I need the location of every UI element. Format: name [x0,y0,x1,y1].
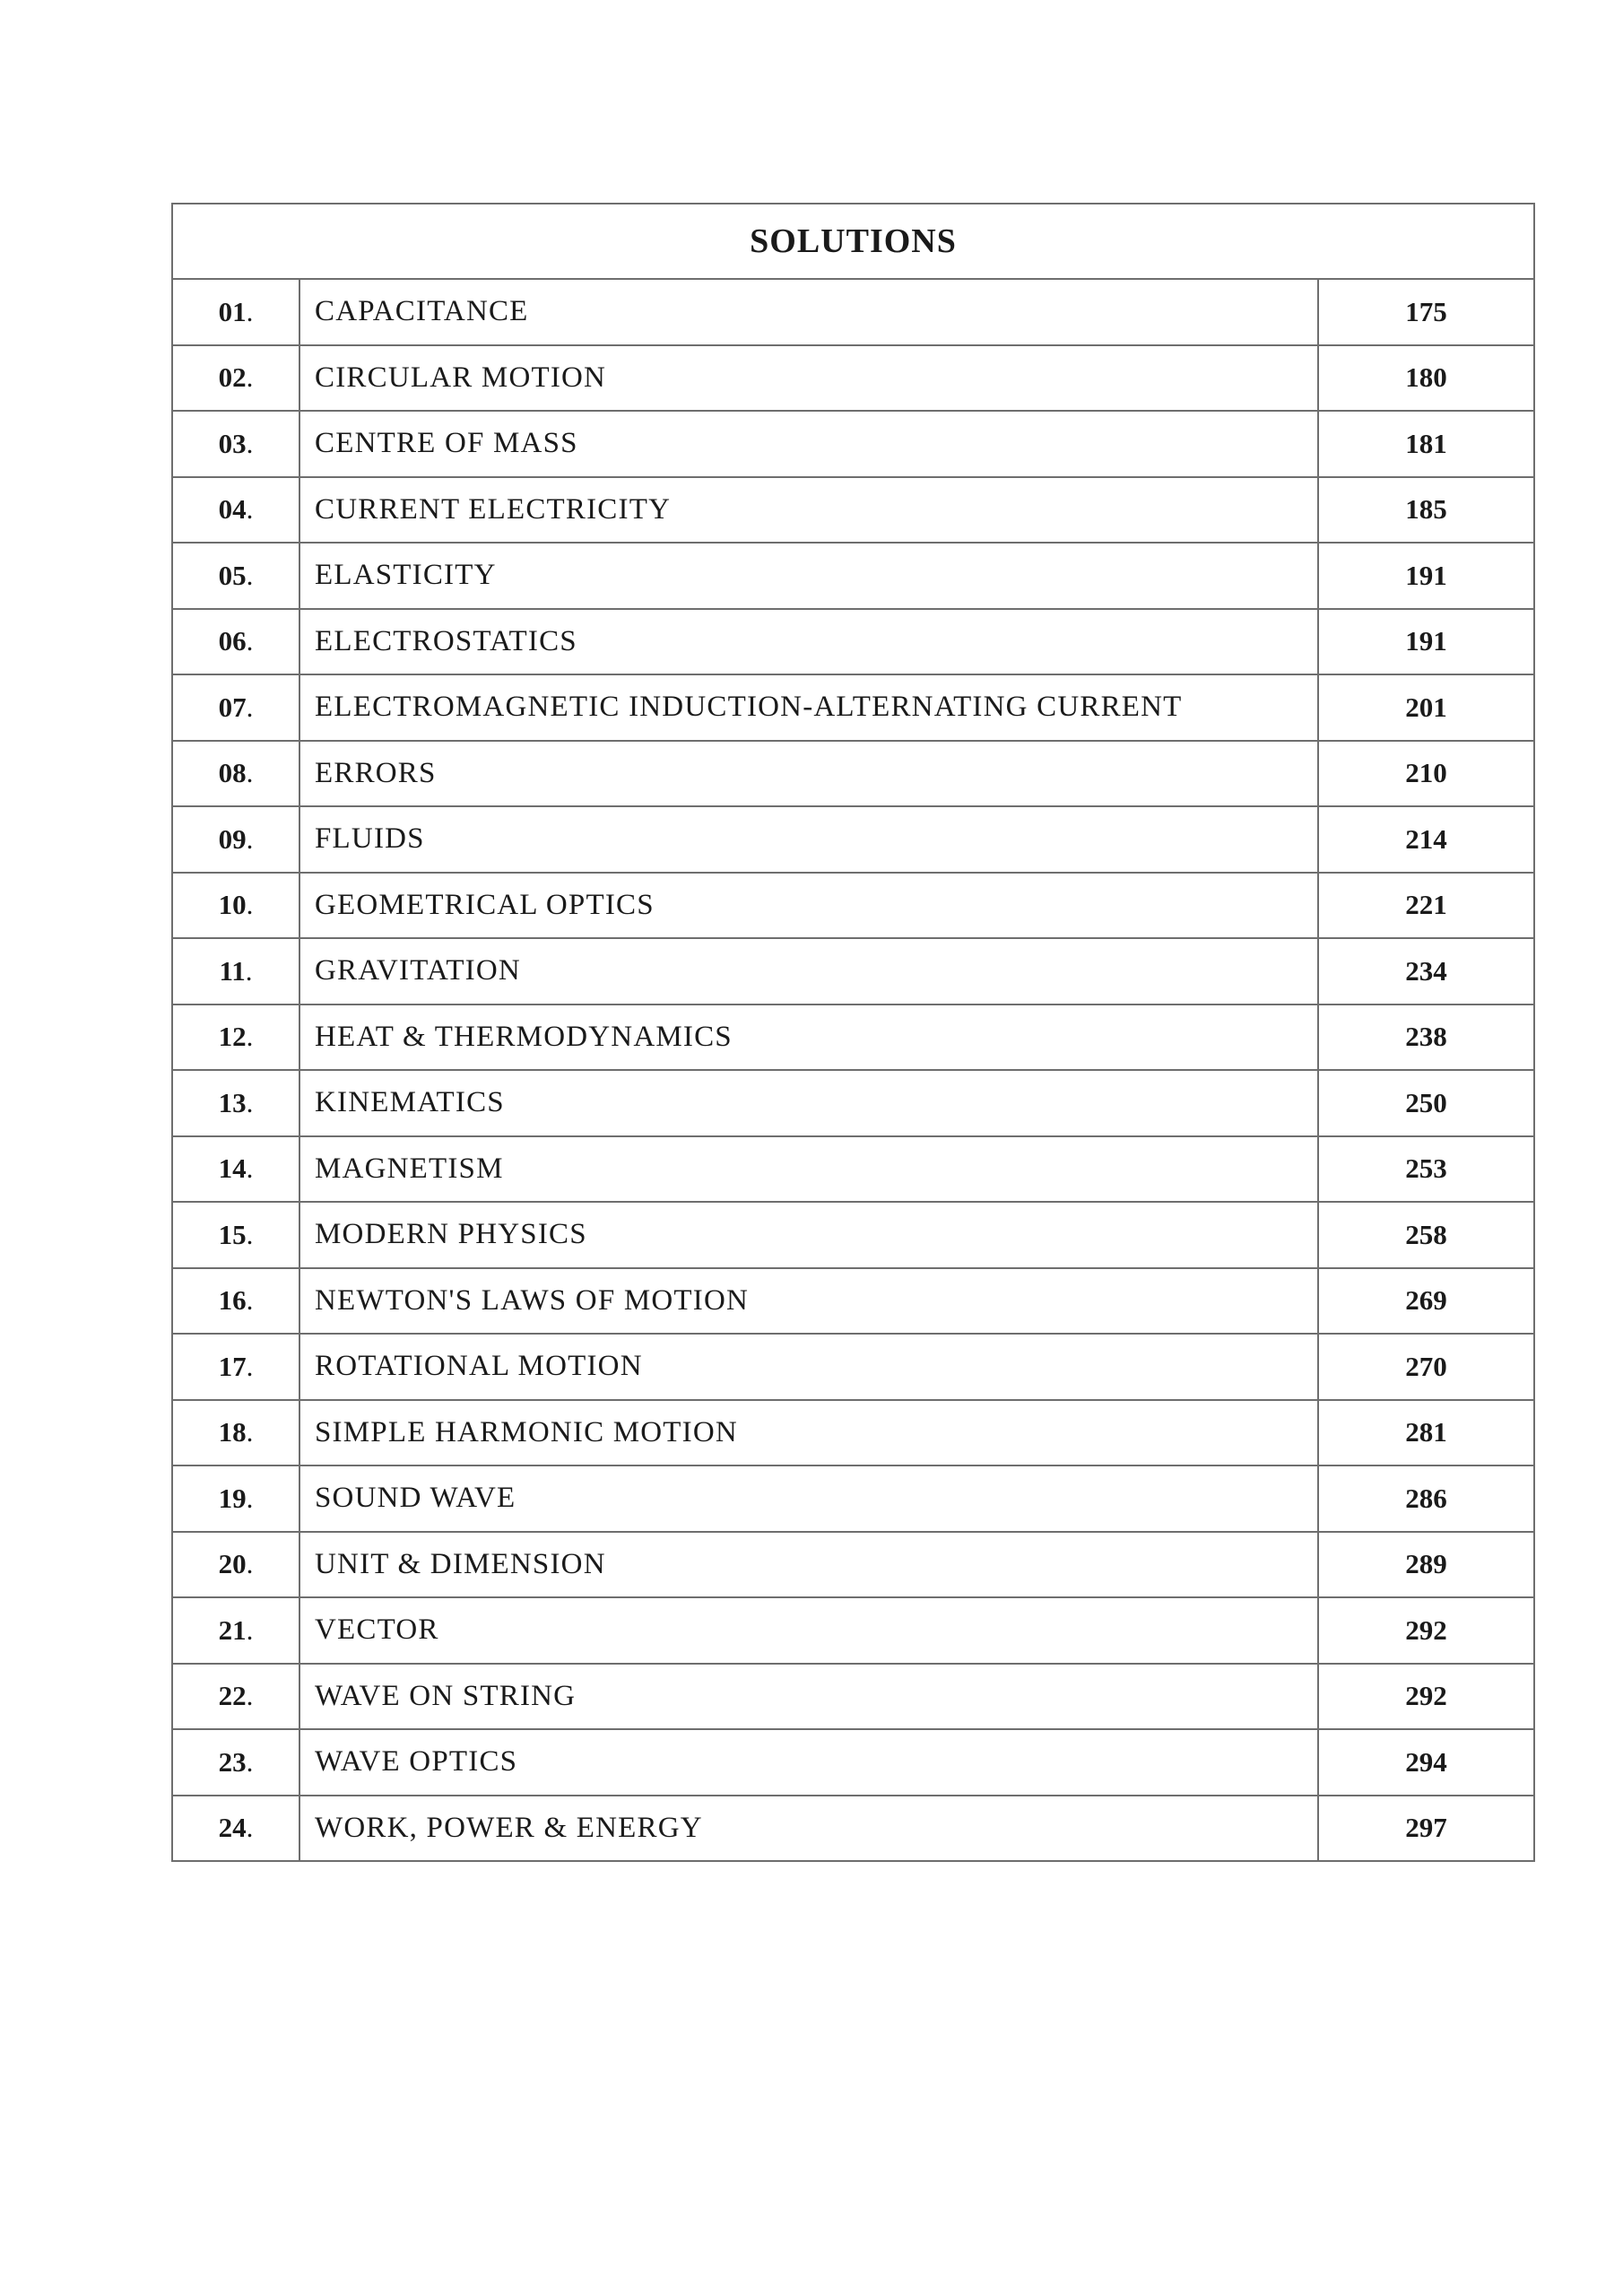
entry-page-number: 250 [1318,1070,1534,1136]
entry-number-value: 09 [218,822,247,855]
entry-number [172,477,299,544]
table-row [172,411,1534,477]
solutions-table [171,203,1535,1862]
entry-title: WAVE ON STRING [299,1664,1318,1730]
entry-number-dot: . [246,295,254,327]
entry-number-value: 16 [218,1284,247,1317]
entry-number [172,1334,299,1400]
entry-page-number: 286 [1318,1465,1534,1532]
entry-number [172,1729,299,1796]
entry-title: CURRENT ELECTRICITY [299,477,1318,544]
table-row [172,1268,1534,1335]
entry-number-dot: . [246,427,254,459]
entry-page-number: 253 [1318,1136,1534,1203]
entry-number [172,1532,299,1598]
entry-number-value: 10 [218,889,247,921]
entry-number-value: 07 [218,691,247,723]
table-row [172,345,1534,412]
table-row [172,674,1534,741]
entry-number-value: 22 [218,1680,247,1712]
entry-page-number: 191 [1318,609,1534,675]
entry-page-number: 214 [1318,806,1534,873]
entry-number-dot: . [246,493,254,526]
entry-number [172,806,299,873]
entry-number [172,1004,299,1071]
entry-title: FLUIDS [299,806,1318,873]
entry-title: CAPACITANCE [299,279,1318,345]
entry-number-dot: . [246,361,254,394]
entry-title: MAGNETISM [299,1136,1318,1203]
entry-number-value: 18 [218,1416,247,1448]
entry-page-number: 238 [1318,1004,1534,1071]
entry-page-number: 270 [1318,1334,1534,1400]
entry-page-number: 258 [1318,1202,1534,1268]
entry-title: UNIT & DIMENSION [299,1532,1318,1598]
entry-title: VECTOR [299,1597,1318,1664]
entry-page-number: 294 [1318,1729,1534,1796]
entry-number [172,411,299,477]
entry-page-number: 221 [1318,873,1534,939]
entry-title: CIRCULAR MOTION [299,345,1318,412]
entry-number [172,1202,299,1268]
entry-page-number: 269 [1318,1268,1534,1335]
entry-number-dot: . [246,1482,254,1514]
entry-title: SIMPLE HARMONIC MOTION [299,1400,1318,1466]
entry-number-dot: . [246,757,254,789]
table-row [172,1729,1534,1796]
entry-number-dot: . [246,1680,254,1712]
entry-page-number: 292 [1318,1664,1534,1730]
entry-number-value: 20 [218,1548,247,1580]
table-row [172,873,1534,939]
entry-number-value: 21 [218,1613,247,1646]
entry-number-value: 24 [218,1812,247,1844]
table-row [172,741,1534,807]
table-body [172,279,1534,1861]
entry-number [172,1465,299,1532]
table-row [172,477,1534,544]
table-row [172,279,1534,345]
entry-page-number: 292 [1318,1597,1534,1664]
table-row [172,938,1534,1004]
entry-title: ROTATIONAL MOTION [299,1334,1318,1400]
entry-page-number: 185 [1318,477,1534,544]
entry-number-value: 15 [218,1218,247,1250]
entry-page-number: 297 [1318,1796,1534,1862]
entry-number-dot: . [245,954,253,987]
entry-number-dot: . [246,1218,254,1250]
entry-number-value: 02 [218,361,247,394]
entry-page-number: 180 [1318,345,1534,412]
entry-title: NEWTON'S LAWS OF MOTION [299,1268,1318,1335]
entry-number [172,674,299,741]
entry-number-dot: . [246,1350,254,1382]
table-header-row [172,204,1534,279]
entry-number-value: 14 [218,1152,247,1185]
table-row [172,1202,1534,1268]
table-row [172,609,1534,675]
entry-number-value: 06 [218,625,247,657]
entry-number-dot: . [246,1745,254,1778]
entry-title: ERRORS [299,741,1318,807]
table-row [172,806,1534,873]
entry-title: GEOMETRICAL OPTICS [299,873,1318,939]
entry-page-number: 289 [1318,1532,1534,1598]
entry-page-number: 201 [1318,674,1534,741]
table-row [172,1664,1534,1730]
entry-number [172,1268,299,1335]
entry-number [172,609,299,675]
entry-number-dot: . [246,1812,254,1844]
entry-number [172,279,299,345]
entry-title: KINEMATICS [299,1070,1318,1136]
entry-title: ELECTROMAGNETIC INDUCTION-ALTERNATING CURRENT [299,674,1318,741]
entry-number-value: 05 [218,559,247,591]
entry-title: GRAVITATION [299,938,1318,1004]
entry-number [172,345,299,412]
entry-number-value: 13 [218,1086,247,1118]
entry-number-dot: . [246,1613,254,1646]
entry-number-value: 17 [218,1350,247,1382]
entry-page-number: 175 [1318,279,1534,345]
entry-number-value: 11 [219,954,246,987]
entry-number-dot: . [246,822,254,855]
entry-title: ELECTROSTATICS [299,609,1318,675]
entry-number-dot: . [246,1086,254,1118]
entry-page-number: 234 [1318,938,1534,1004]
entry-number [172,873,299,939]
table-row [172,1070,1534,1136]
entry-page-number: 181 [1318,411,1534,477]
entry-number-dot: . [246,1021,254,1053]
entry-number-value: 03 [218,427,247,459]
entry-number [172,543,299,609]
entry-number-value: 04 [218,493,247,526]
entry-number-dot: . [246,559,254,591]
entry-number-value: 08 [218,757,247,789]
entry-number [172,938,299,1004]
table-heading: SOLUTIONS [172,204,1534,279]
entry-number-dot: . [246,889,254,921]
entry-number-dot: . [246,1284,254,1317]
entry-number-dot: . [246,691,254,723]
table-row [172,1334,1534,1400]
entry-number [172,741,299,807]
entry-number-dot: . [246,1548,254,1580]
table-row [172,1796,1534,1862]
entry-number-value: 23 [218,1745,247,1778]
entry-page-number: 191 [1318,543,1534,609]
entry-number [172,1136,299,1203]
entry-number [172,1796,299,1862]
entry-title: WORK, POWER & ENERGY [299,1796,1318,1862]
entry-number [172,1664,299,1730]
entry-number [172,1400,299,1466]
entry-number-dot: . [246,1152,254,1185]
table-row [172,543,1534,609]
entry-number-dot: . [246,625,254,657]
entry-number-value: 19 [218,1482,247,1514]
table-row [172,1597,1534,1664]
entry-page-number: 210 [1318,741,1534,807]
table-row [172,1532,1534,1598]
entry-title: HEAT & THERMODYNAMICS [299,1004,1318,1071]
entry-number-dot: . [246,1416,254,1448]
entry-title: MODERN PHYSICS [299,1202,1318,1268]
entry-number-value: 12 [218,1021,247,1053]
entry-title: CENTRE OF MASS [299,411,1318,477]
entry-page-number: 281 [1318,1400,1534,1466]
table-row [172,1465,1534,1532]
entry-number [172,1597,299,1664]
table-row [172,1136,1534,1203]
entry-number-value: 01 [218,295,247,327]
entry-title: WAVE OPTICS [299,1729,1318,1796]
table-row [172,1004,1534,1071]
table-row [172,1400,1534,1466]
entry-title: ELASTICITY [299,543,1318,609]
entry-number [172,1070,299,1136]
entry-title: SOUND WAVE [299,1465,1318,1532]
